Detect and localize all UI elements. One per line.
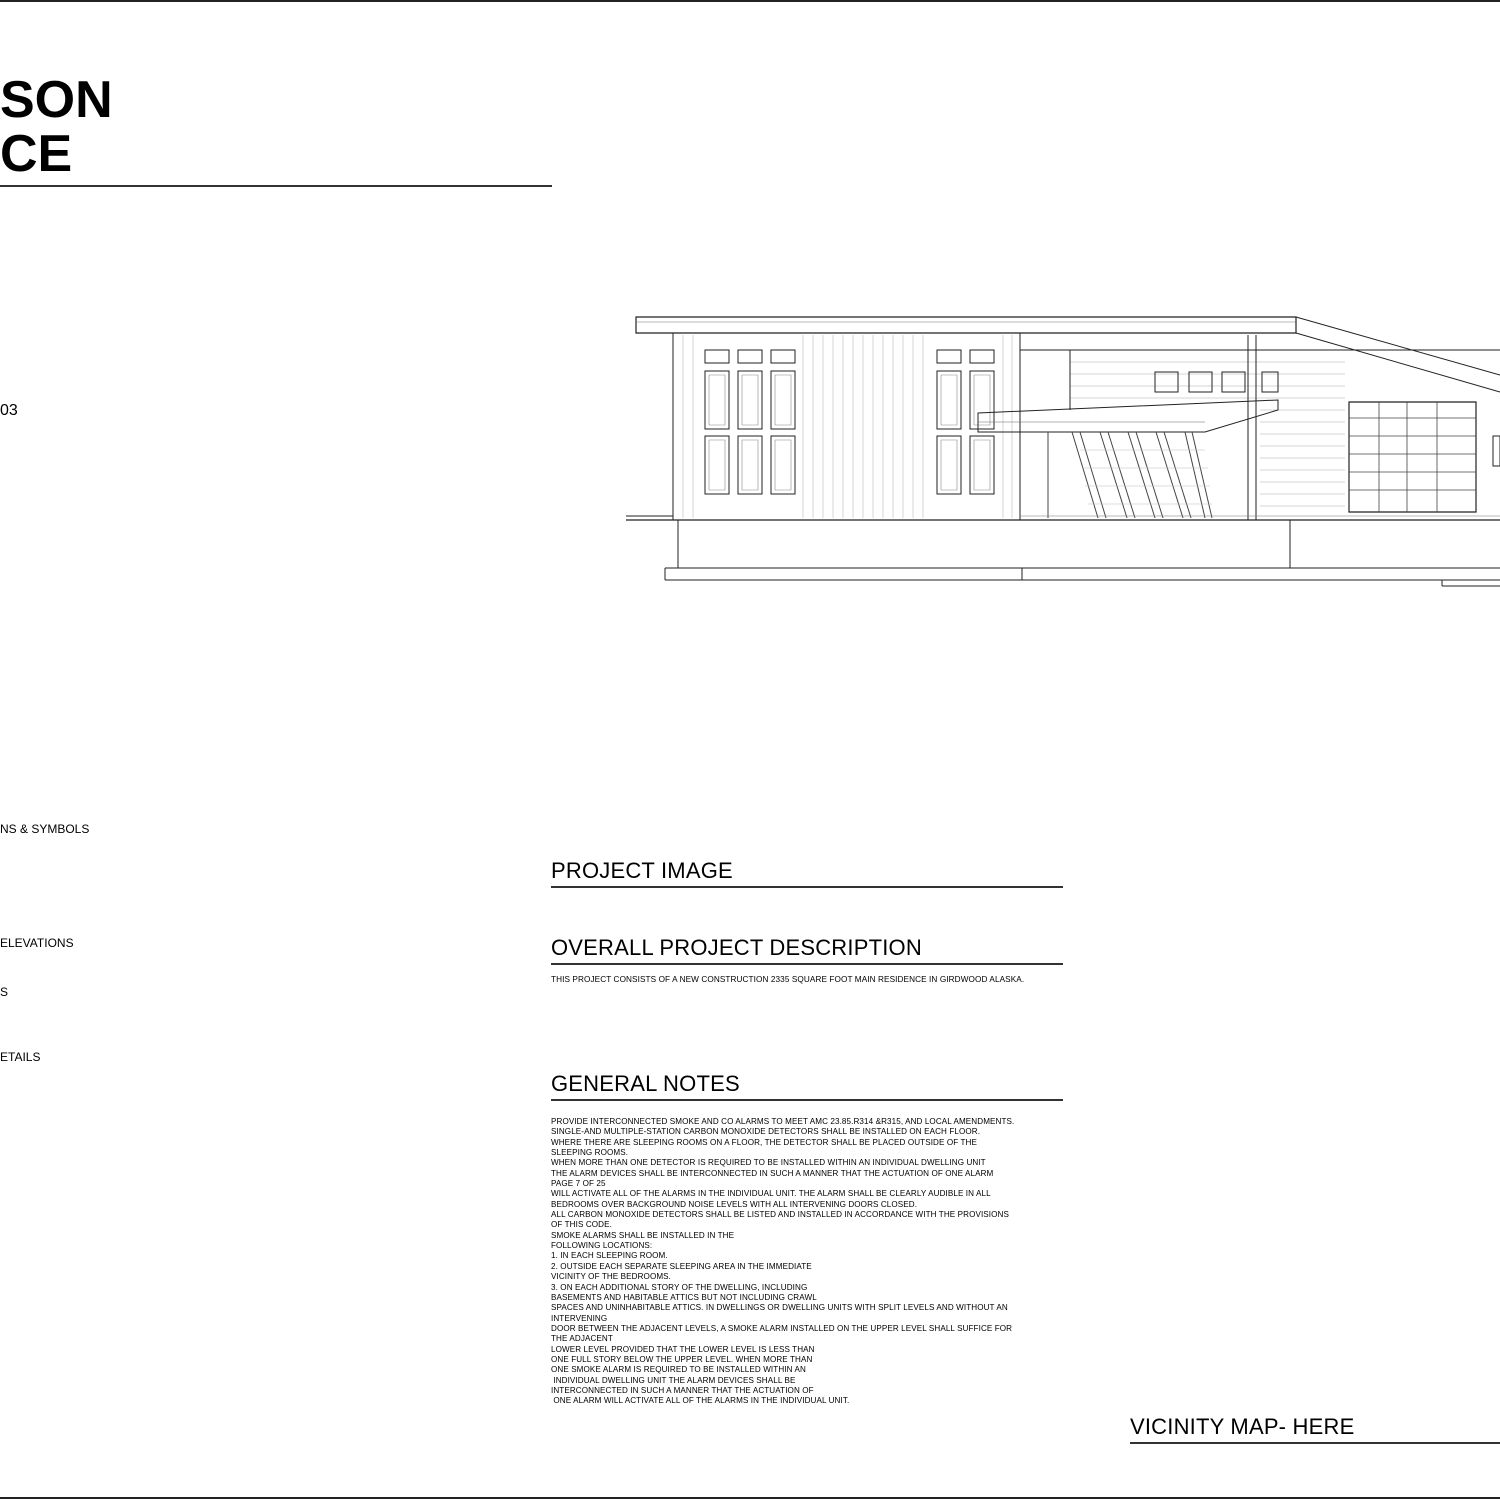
overall-description-heading: OVERALL PROJECT DESCRIPTION <box>551 935 922 960</box>
note-line: SINGLE-AND MULTIPLE-STATION CARBON MONOXIDE DETECTORS SHALL BE INSTALLED ON EACH FLOOR. <box>551 1127 981 1137</box>
general-notes-heading: GENERAL NOTES <box>551 1071 740 1096</box>
note-line: LOWER LEVEL PROVIDED THAT THE LOWER LEVEL IS LESS THAN <box>551 1344 815 1354</box>
note-line: ONE ALARM WILL ACTIVATE ALL OF THE ALARMS IN THE INDIVIDUAL UNIT. <box>551 1396 850 1406</box>
sheet-index-item: ELEVATIONS <box>0 936 74 950</box>
note-line: INTERVENING <box>551 1313 608 1323</box>
note-line: 2. OUTSIDE EACH SEPARATE SLEEPING AREA IN THE IMMEDIATE <box>551 1261 812 1271</box>
note-line: PAGE 7 OF 25 <box>551 1179 606 1189</box>
note-line: FOLLOWING LOCATIONS: <box>551 1241 653 1251</box>
vicinity-map-heading: VICINITY MAP- HERE <box>1130 1414 1355 1439</box>
project-image-heading: PROJECT IMAGE <box>551 858 733 883</box>
note-line: DOOR BETWEEN THE ADJACENT LEVELS, A SMOKE ALARM INSTALLED ON THE UPPER LEVEL SHALL SUFFICE FOR <box>551 1323 1013 1333</box>
project-description-text: THIS PROJECT CONSISTS OF A NEW CONSTRUCTION 2335 SQUARE FOOT MAIN RESIDENCE IN GIRDWOOD ALASKA. <box>551 975 1025 984</box>
sheet-border-top <box>0 0 1500 2</box>
sheet-index-item: ETAILS <box>0 1050 41 1064</box>
note-line: SLEEPING ROOMS. <box>551 1148 629 1158</box>
vicinity-map-rule <box>1130 1442 1500 1444</box>
general-notes-text <box>551 1117 1071 1407</box>
note-line: SMOKE ALARMS SHALL BE INSTALLED IN THE <box>551 1230 735 1240</box>
note-line: ONE SMOKE ALARM IS REQUIRED TO BE INSTALLED WITHIN AN <box>551 1365 806 1375</box>
sheet-index-item: NS & SYMBOLS <box>0 822 90 836</box>
note-line: ONE FULL STORY BELOW THE UPPER LEVEL. WHEN MORE THAN <box>551 1354 813 1364</box>
project-title-line-1: SON <box>0 71 113 129</box>
note-line: PROVIDE INTERCONNECTED SMOKE AND CO ALARMS TO MEET AMC 23.85.R314 &R315, AND LOCAL AMENDMENTS. <box>551 1117 1015 1126</box>
project-number-fragment: 03 <box>0 402 18 419</box>
note-line: OF THIS CODE. <box>551 1220 612 1230</box>
note-line: WHERE THERE ARE SLEEPING ROOMS ON A FLOOR, THE DETECTOR SHALL BE PLACED OUTSIDE OF THE <box>551 1137 977 1147</box>
project-image-rule <box>551 886 1063 888</box>
note-line: 1. IN EACH SLEEPING ROOM. <box>551 1251 668 1261</box>
title-rule <box>0 185 552 187</box>
note-line: THE ALARM DEVICES SHALL BE INTERCONNECTED IN SUCH A MANNER THAT THE ACTUATION OF ONE ALARM <box>551 1168 994 1178</box>
project-title-line-2: CE <box>0 125 73 183</box>
general-notes-rule <box>551 1099 1063 1101</box>
building-elevation-drawing <box>620 310 1500 595</box>
note-line: 3. ON EACH ADDITIONAL STORY OF THE DWELLING, INCLUDING <box>551 1282 808 1292</box>
note-line: INTERCONNECTED IN SUCH A MANNER THAT THE ACTUATION OF <box>551 1385 814 1395</box>
note-line: BASEMENTS AND HABITABLE ATTICS BUT NOT INCLUDING CRAWL <box>551 1292 817 1302</box>
note-line: VICINITY OF THE BEDROOMS. <box>551 1272 672 1282</box>
overall-description-rule <box>551 963 1063 965</box>
note-line: THE ADJACENT <box>551 1334 613 1344</box>
sheet-border-bottom <box>0 1497 1500 1499</box>
note-line: WHEN MORE THAN ONE DETECTOR IS REQUIRED TO BE INSTALLED WITHIN AN INDIVIDUAL DWELLING UNIT <box>551 1158 986 1168</box>
note-line: SPACES AND UNINHABITABLE ATTICS. IN DWELLINGS OR DWELLING UNITS WITH SPLIT LEVELS AND WITHOUT AN <box>551 1303 1008 1313</box>
note-line: BEDROOMS OVER BACKGROUND NOISE LEVELS WITH ALL INTERVENING DOORS CLOSED. <box>551 1199 918 1209</box>
note-line: WILL ACTIVATE ALL OF THE ALARMS IN THE INDIVIDUAL UNIT. THE ALARM SHALL BE CLEARLY AUDIBLE IN ALL <box>551 1189 991 1199</box>
note-line: ALL CARBON MONOXIDE DETECTORS SHALL BE LISTED AND INSTALLED IN ACCORDANCE WITH THE PROVISIONS <box>551 1210 1009 1220</box>
note-line: INDIVIDUAL DWELLING UNIT THE ALARM DEVICES SHALL BE <box>551 1375 796 1385</box>
sheet-index-item: S <box>0 985 9 999</box>
